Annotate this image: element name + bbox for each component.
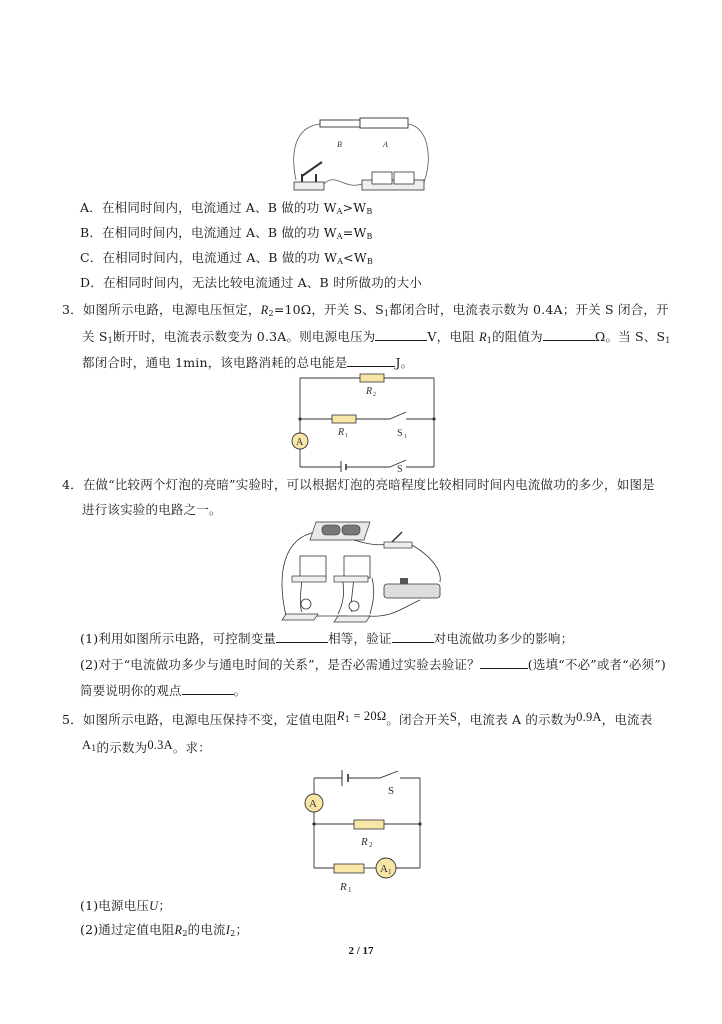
svg-text:S: S <box>397 428 403 439</box>
svg-text:A: A <box>380 863 388 875</box>
svg-text:R: R <box>366 386 373 397</box>
q2-figure <box>290 112 430 194</box>
q2-option-d: D．在相同时间内，无法比较电流通过 A、B 时所做功的大小 <box>80 275 422 290</box>
q5-sub-2: (2)通过定值电阻$R_2$的电流$I_2$； <box>80 922 249 938</box>
svg-text:R: R <box>340 881 347 893</box>
svg-text:R: R <box>338 427 345 438</box>
q3-line-1: 3．如图所示电路，电源电压恒定，$R_2=10\Omega$，开关 S、$S_1$都闭合时，电流表示数为 0.4A；开关 S 闭合，开 <box>62 302 669 318</box>
q5-circuit-diagram <box>296 766 428 896</box>
q3-line-3: 都闭合时，通电 1min，该电路消耗的总电能是 J。 <box>82 355 414 370</box>
svg-text:A: A <box>296 437 304 448</box>
svg-text:S: S <box>388 785 395 797</box>
answer-blank-verified-factor[interactable] <box>392 630 434 643</box>
svg-text:2: 2 <box>373 392 376 398</box>
q3-line-2: 关 $S_1$断开时，电流表示数变为 0.3A。则电源电压为 V，电阻 $R_1$的阻值为 Ω。当 S、$S_1$ <box>82 329 671 345</box>
q4-line-1: 4．在做“比较两个灯泡的亮暗”实验时，可以根据灯泡的亮暗程度比较相同时间内电流做功的多少，如图是 <box>62 477 655 492</box>
svg-text:1: 1 <box>388 868 392 876</box>
svg-text:1: 1 <box>345 433 348 439</box>
q5-sub-1: (1)电源电压U； <box>80 898 172 913</box>
svg-text:2: 2 <box>369 841 373 849</box>
q2-option-c: C．在相同时间内，电流通过 A、B 做的功 $W_A<W_B$ <box>80 250 373 266</box>
q4-sub-2-cont: 简要说明你的观点 。 <box>80 683 247 698</box>
q5-line-2: $A_1$的示数为0.3A。求： <box>82 738 211 755</box>
answer-blank-viewpoint[interactable] <box>182 682 234 695</box>
q4-sub-2: (2)对于“电流做功多少与通电时间的关系”，是否必需通过实验去验证？ (选填“不必”或者“必须”) <box>80 657 666 672</box>
page-number: 2 / 17 <box>348 945 374 957</box>
svg-text:B: B <box>337 140 342 149</box>
q2-option-a: A．在相同时间内，电流通过 A、B 做的功 $W_A>W_B$ <box>80 200 373 216</box>
q4-line-2: 进行该实验的电路之一。 <box>82 502 222 517</box>
answer-blank-energy[interactable] <box>347 354 395 367</box>
q4-sub-1: (1)利用如图所示电路，可控制变量 相等，验证 对电流做功多少的影响； <box>80 631 574 646</box>
svg-text:S: S <box>397 464 403 472</box>
answer-blank-necessity[interactable] <box>480 656 528 669</box>
answer-blank-voltage[interactable] <box>375 328 427 341</box>
answer-blank-resistance[interactable] <box>543 328 595 341</box>
answer-blank-controlled-variable[interactable] <box>276 630 328 643</box>
q2-option-b: B．在相同时间内，电流通过 A、B 做的功 $W_A=W_B$ <box>80 225 373 241</box>
svg-text:A: A <box>309 798 317 810</box>
svg-text:1: 1 <box>348 886 352 894</box>
q5-line-1: 5．如图所示电路，电源电压保持不变，定值电阻$R_1 = 20\Omega$。闭合开关S，电流表 A 的示数为0.9A，电流表 <box>62 709 653 727</box>
svg-text:A: A <box>383 140 388 149</box>
svg-text:R: R <box>361 836 368 848</box>
q3-circuit-diagram <box>284 372 440 472</box>
svg-text:1: 1 <box>404 434 407 440</box>
q4-experiment-figure <box>272 516 468 624</box>
